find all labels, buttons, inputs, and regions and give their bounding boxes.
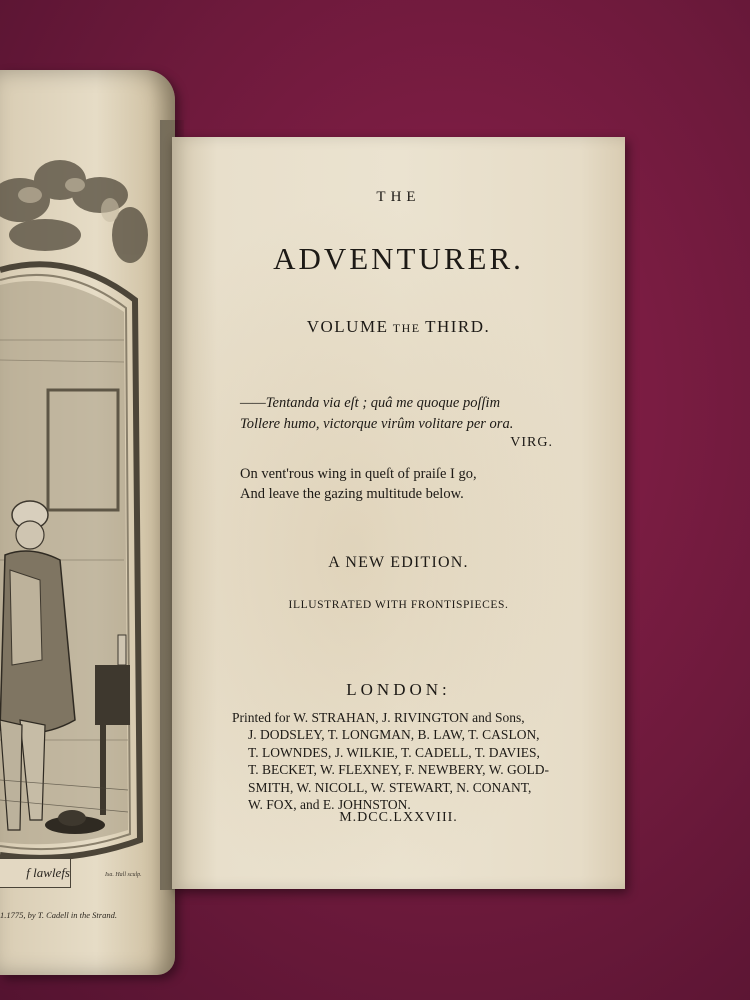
printers-line: J. DODSLEY, T. LONGMAN, B. LAW, T. CASLON,	[248, 727, 540, 743]
frontispiece-engraving	[0, 140, 148, 870]
publisher-imprint: 1.1775, by T. Cadell in the Strand.	[0, 910, 117, 920]
book-title: ADVENTURER.	[273, 241, 524, 276]
english-translation-line-2: And leave the gazing multitude below.	[240, 486, 464, 502]
artist-signature: Isa. Hall sculp.	[105, 872, 142, 878]
latin-epigraph-line-2: Tollere humo, victorque virûm volitare per ora.	[240, 416, 514, 432]
title-the: THE	[376, 189, 421, 205]
caption-fragment: f lawlefs	[0, 858, 71, 888]
volume-word: VOLUME	[306, 317, 389, 336]
imprint-city: LONDON:	[346, 680, 451, 699]
publication-date: M.DCC.LXXVIII.	[339, 810, 458, 825]
engraving-illustration	[0, 140, 148, 870]
volume-the: THE	[388, 321, 426, 335]
frontispiece-page	[0, 70, 175, 975]
volume-number: THIRD.	[425, 317, 491, 336]
printers-line: T. LOWNDES, J. WILKIE, T. CADELL, T. DAVIES,	[248, 744, 540, 760]
latin-epigraph-line-1: ——Tentanda via eſt ; quâ me quoque poſſim	[240, 395, 501, 411]
english-translation-line-1: On vent'rous wing in queſt of praiſe I go,	[240, 466, 477, 482]
printers-line: SMITH, W. NICOLL, W. STEWART, N. CONANT,	[248, 779, 532, 795]
printers-line: Printed for W. STRAHAN, J. RIVINGTON and Sons,	[232, 710, 525, 725]
volume-line	[172, 317, 625, 337]
illustration-statement: ILLUSTRATED WITH FRONTISPIECES.	[288, 599, 509, 611]
epigraph-attribution: VIRG.	[510, 435, 553, 450]
edition-statement: A NEW EDITION.	[328, 554, 469, 571]
printers-list	[232, 709, 572, 813]
printers-line: W. FOX, and E. JOHNSTON.	[248, 797, 411, 813]
printers-line: T. BECKET, W. FLEXNEY, F. NEWBERY, W. GOLD-	[248, 762, 549, 778]
title-page	[172, 137, 625, 889]
